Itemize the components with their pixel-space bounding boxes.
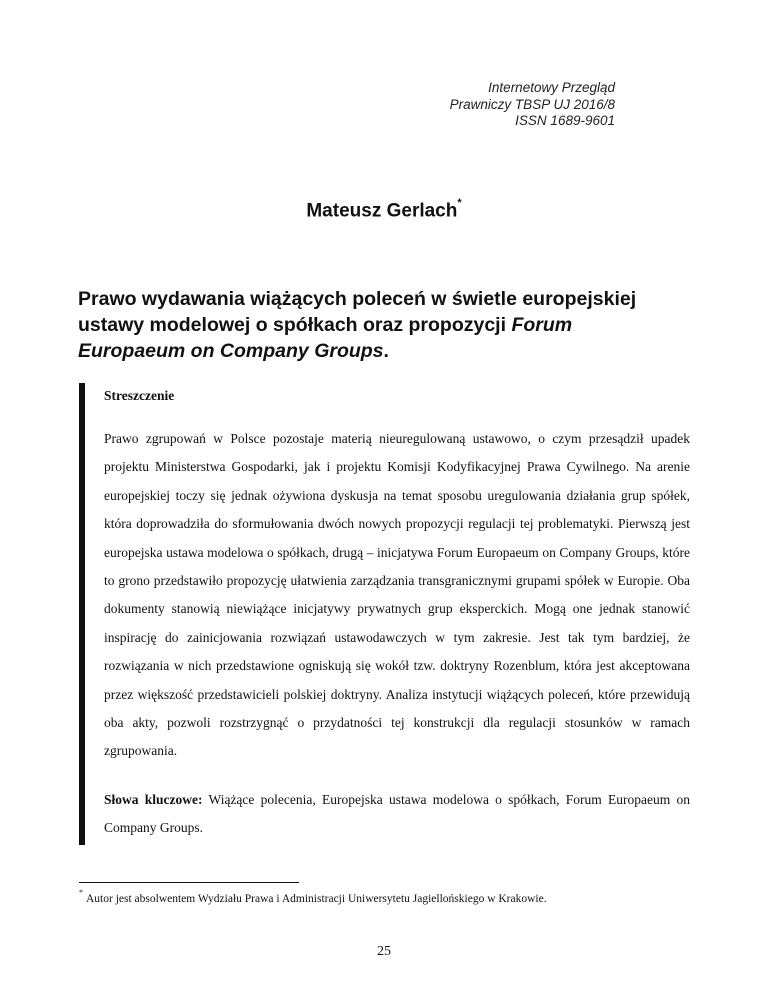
title-line-2 xyxy=(78,312,698,338)
author-name xyxy=(0,197,768,222)
footnote-text: Autor jest absolwentem Wydziału Prawa i Administracji Uniwersytetu Jagiellońskiego w Krakowie. xyxy=(86,892,547,905)
keywords xyxy=(104,786,690,843)
title-line-1: Prawo wydawania wiążących poleceń w świetle europejskiej xyxy=(78,288,637,310)
title-line-2-text: ustawy modelowej o spółkach oraz propozycji xyxy=(78,314,512,336)
title-line-3-italic: Europaeum on Company Groups xyxy=(78,340,384,362)
footnote xyxy=(79,890,699,905)
journal-header xyxy=(450,80,615,130)
keywords-label: Słowa kluczowe: xyxy=(104,792,203,807)
abstract-text: Prawo zgrupowań w Polsce pozostaje materią nieuregulowaną ustawowo, o czym przesądził upadek projektu Ministerstwa Gospodarki, jak i projektu Komisji Kodyfikacyjnej Prawa Cywilnego. Na arenie europejskiej toczy się jednak ożywiona dyskusja na temat sposobu uregulowania działania grup spółek, która doprowadziła do sformułowania dwóch nowych propozycji regulacji tej problematyki. Pierwszą jest europejska ustawa modelowa o spółkach, drugą – inicjatywa Forum Europaeum on Company Groups, które to grono przedstawiło propozycję ułatwienia zarządzania transgranicznymi grupami spółek w Europie. Oba dokumenty stanowią niewiążące inicjatywy prywatnych grup eksperckich. Mogą one jednak stanowić inspirację do zainicjowania rozwiązań ustawodawczych w tym zakresie. Jest tak tym bardziej, że rozwiązania w nich przedstawione ogniskują się wokół tzw. doktryny Rozenblum, która jest akceptowana przez większość przedstawicieli polskiej doktryny. Analiza instytucji wiążących poleceń, które przewidują oba akty, pozwoli rozstrzygnąć o przydatności tej konstrukcji dla regulacji stosunków w ramach zgrupowania. xyxy=(104,431,690,759)
title-line-3-end: . xyxy=(383,340,389,362)
author-footnote-mark: * xyxy=(457,197,462,209)
journal-name-line2: Prawniczy TBSP UJ 2016/8 xyxy=(449,96,615,112)
author-name-text: Mateusz Gerlach xyxy=(306,200,458,222)
abstract-heading: Streszczenie xyxy=(104,388,175,403)
abstract-section xyxy=(104,388,690,766)
abstract-side-bar xyxy=(79,383,85,845)
title-line-2-italic: Forum xyxy=(511,314,573,336)
footnote-divider xyxy=(79,882,299,883)
title-line-3 xyxy=(78,338,698,364)
footnote-mark: * xyxy=(79,888,83,897)
article-title xyxy=(78,286,698,364)
journal-issn: ISSN 1689-9601 xyxy=(515,113,615,128)
journal-name-line1: Internetowy Przegląd xyxy=(488,80,615,95)
page-number: 25 xyxy=(377,944,391,959)
keywords-text: Wiążące polecenia, Europejska ustawa modelowa o spółkach, Forum Europaeum on Company Groups. xyxy=(104,792,690,836)
